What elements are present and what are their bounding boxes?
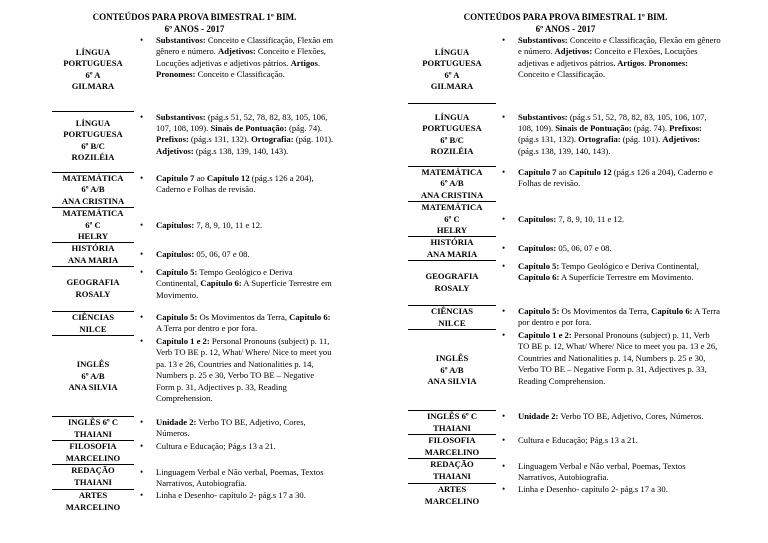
- content-cell: [134, 243, 337, 267]
- subject-cell: CIÊNCIAS NILCE: [52, 312, 134, 336]
- document-left: [52, 12, 337, 513]
- row-mat-ab: [52, 173, 337, 208]
- row-art: [408, 484, 723, 508]
- content-cell: [134, 441, 337, 465]
- content-cell: [134, 490, 337, 514]
- content-cell: [134, 208, 337, 243]
- row-cien: [408, 306, 723, 330]
- row-lp-a: [52, 35, 337, 112]
- subject-cell: MATEMÁTICA 6º A/B ANA CRISTINA: [52, 173, 134, 208]
- row-ing: [408, 330, 723, 411]
- content-cell: [496, 435, 723, 459]
- subject-cell: GEOGRAFIA ROSALY: [408, 261, 496, 306]
- row-filo: [408, 435, 723, 459]
- subject-cell: REDAÇÃO THAIANI: [408, 459, 496, 484]
- row-ing: [52, 336, 337, 417]
- content-cell: [134, 35, 337, 112]
- title-line-1: CONTEÚDOS PARA PROVA BIMESTRAL 1º BIM.: [92, 12, 297, 22]
- subject-cell: MATEMÁTICA 6º A/B ANA CRISTINA: [408, 167, 496, 202]
- list-item: • Capítulo 5: Tempo Geológico e Deriva Continental, Capítulo 6: A Superfície Terrestre em Movimento.: [496, 261, 721, 284]
- list-item: • Capítulos: 05, 06, 07 e 08.: [134, 249, 335, 260]
- subject-cell: REDAÇÃO THAIANI: [52, 465, 134, 490]
- content-cell: [134, 465, 337, 490]
- list-item: • Capítulo 5: Os Movimentos da Terra, Capítulo 6: A Terra por dentro e por fora.: [496, 306, 721, 329]
- content-cell: [496, 104, 723, 167]
- row-hist: [408, 237, 723, 261]
- list-item: • Unidade 2: Verbo TO BE, Adjetivo, Cores, Números.: [134, 417, 335, 440]
- row-art: [52, 490, 337, 514]
- subject-cell: HISTÓRIA ANA MARIA: [52, 243, 134, 267]
- row-lp-a: [408, 35, 723, 104]
- list-item: • Capítulos: 7, 8, 9, 10, 11 e 12.: [496, 214, 721, 225]
- list-item: • Substantivos: Conceito e Classificação, Flexão em gênero e número. Adjetivos: Conceito e Flexões, Locuções adjetivas e adjetivos pátrios. Artigos. Pronomes: Conceito e Classificação.: [134, 35, 335, 81]
- subject-cell: FILOSOFIA MARCELINO: [52, 441, 134, 465]
- content-cell: [134, 336, 337, 417]
- list-item: • Unidade 2: Verbo TO BE, Adjetivo, Cores, Números.: [496, 411, 721, 422]
- content-cell: [496, 330, 723, 411]
- content-cell: [134, 312, 337, 336]
- row-filo: [52, 441, 337, 465]
- list-item: • Linha e Desenho- capítulo 2- pág.s 17 a 30.: [496, 484, 721, 495]
- title-line-1: CONTEÚDOS PARA PROVA BIMESTRAL 1º BIM.: [463, 12, 668, 22]
- list-item: • Capítulos: 05, 06, 07 e 08.: [496, 243, 721, 254]
- row-geo: [52, 267, 337, 312]
- content-cell: [496, 411, 723, 435]
- list-item: • Linguagem Verbal e Não verbal, Poemas, Textos Narrativos, Autobiografia.: [496, 461, 721, 484]
- content-cell: [496, 237, 723, 261]
- subject-cell: MATEMÁTICA 6º C HELRY: [52, 208, 134, 243]
- content-cell: [496, 261, 723, 306]
- content-table: [408, 35, 723, 507]
- content-cell: [134, 173, 337, 208]
- content-table: [52, 35, 337, 513]
- subject-cell: GEOGRAFIA ROSALY: [52, 267, 134, 312]
- subject-cell: LÍNGUA PORTUGUESA 6º A GILMARA: [408, 35, 496, 104]
- list-item: • Capítulo 7 ao Capítulo 12 (pág.s 126 a 204), Caderno e Folhas de revisão.: [496, 167, 721, 190]
- subject-cell: LÍNGUA PORTUGUESA 6º B/C ROZILÉIA: [52, 112, 134, 173]
- title-line-2: 6º ANOS - 2017: [535, 23, 596, 34]
- row-hist: [52, 243, 337, 267]
- subject-cell: CIÊNCIAS NILCE: [408, 306, 496, 330]
- content-cell: [496, 484, 723, 508]
- subject-cell: HISTÓRIA ANA MARIA: [408, 237, 496, 261]
- row-mat-c: [52, 208, 337, 243]
- row-geo: [408, 261, 723, 306]
- list-item: • Cultura e Educação; Pág.s 13 a 21.: [496, 435, 721, 446]
- list-item: • Cultura e Educação; Pág.s 13 a 21.: [134, 441, 335, 452]
- title-line-2: 6º ANOS - 2017: [164, 23, 225, 34]
- content-cell: [496, 167, 723, 202]
- subject-cell: LÍNGUA PORTUGUESA 6º A GILMARA: [52, 35, 134, 112]
- content-cell: [134, 112, 337, 173]
- subject-cell: FILOSOFIA MARCELINO: [408, 435, 496, 459]
- list-item: • Substantivos: Conceito e Classificação, Flexão em gênero e número. Adjetivos: Conceito e Flexões, Locuções adjetivas e adjetivos pátrios. Artigos. Pronomes: Conceito e Classificação.: [496, 35, 721, 81]
- doc-title: [408, 12, 723, 35]
- content-cell: [496, 459, 723, 484]
- row-lp-bc: [408, 104, 723, 167]
- list-item: • Capítulo 7 ao Capítulo 12 (pág.s 126 a 204), Caderno e Folhas de revisão.: [134, 173, 335, 196]
- content-cell: [496, 35, 723, 104]
- list-item: • Linguagem Verbal e Não verbal, Poemas, Textos Narrativos, Autobiografia.: [134, 467, 335, 490]
- subject-cell: INGLÊS 6º C THAIANI: [408, 411, 496, 435]
- content-cell: [134, 267, 337, 312]
- row-red: [52, 465, 337, 490]
- row-ing-c: [408, 411, 723, 435]
- row-cien: [52, 312, 337, 336]
- list-item: • Capítulo 1 e 2: Personal Pronouns (subject) p. 11, Verb TO BE p. 12, What/ Where/ Nice to meet you pa. 13 e 26, Countries and Nationalities p. 14, Numbers p. 25 e 30, Verbo TO BE – Negative Form p. 31, Adjectives p. 33, Reading Comprehension.: [134, 336, 335, 404]
- content-cell: [134, 417, 337, 441]
- row-mat-c: [408, 202, 723, 237]
- list-item: • Capítulo 5: Tempo Geológico e Deriva Continental, Capítulo 6: A Superfície Terrestre em Movimento.: [134, 267, 335, 301]
- list-item: • Capítulos: 7, 8, 9, 10, 11 e 12.: [134, 220, 335, 231]
- row-ing-c: [52, 417, 337, 441]
- subject-cell: INGLÊS 6º A/B ANA SILVIA: [408, 330, 496, 411]
- list-item: • Substantivos: (pág.s 51, 52, 78, 82, 83, 105, 106, 107, 108, 109). Sinais de Pontuação: (pág. 74). Prefixos: (pág.s 131, 132). Ortografia: (pág. 101). Adjetivos: (pág.s 138, 139, 140, 143).: [496, 112, 721, 158]
- list-item: • Linha e Desenho- capítulo 2- pág.s 17 a 30.: [134, 490, 335, 501]
- list-item: • Capítulo 1 e 2: Personal Pronouns (subject) p. 11, Verb TO BE p. 12, What/ Where/ Nice to meet you pa. 13 e 26, Countries and Nationalities p. 14, Numbers p. 25 e 30, Verbo TO BE – Negative Form p. 31, Adjectives p. 33, Reading Comprehension.: [496, 330, 721, 387]
- subject-cell: MATEMÁTICA 6º C HELRY: [408, 202, 496, 237]
- document-right: [408, 12, 723, 507]
- subject-cell: ARTES MARCELINO: [65, 490, 121, 512]
- subject-cell: ARTES MARCELINO: [424, 484, 480, 506]
- row-mat-ab: [408, 167, 723, 202]
- content-cell: [496, 306, 723, 330]
- doc-title: [52, 12, 337, 35]
- subject-cell: LÍNGUA PORTUGUESA 6º B/C ROZILÉIA: [408, 104, 496, 167]
- list-item: • Capítulo 5: Os Movimentos da Terra, Capítulo 6: A Terra por dentro e por fora.: [134, 312, 335, 335]
- row-red: [408, 459, 723, 484]
- subject-cell: INGLÊS 6º C THAIANI: [52, 417, 134, 441]
- list-item: • Substantivos: (pág.s 51, 52, 78, 82, 83, 105, 106, 107, 108, 109). Sinais de Pontuação: (pág. 74). Prefixos: (pág.s 131, 132). Ortografia: (pág. 101). Adjetivos: (pág.s 138, 139, 140, 143).: [134, 112, 335, 158]
- row-lp-bc: [52, 112, 337, 173]
- content-cell: [496, 202, 723, 237]
- subject-cell: INGLÊS 6º A/B ANA SILVIA: [52, 336, 134, 417]
